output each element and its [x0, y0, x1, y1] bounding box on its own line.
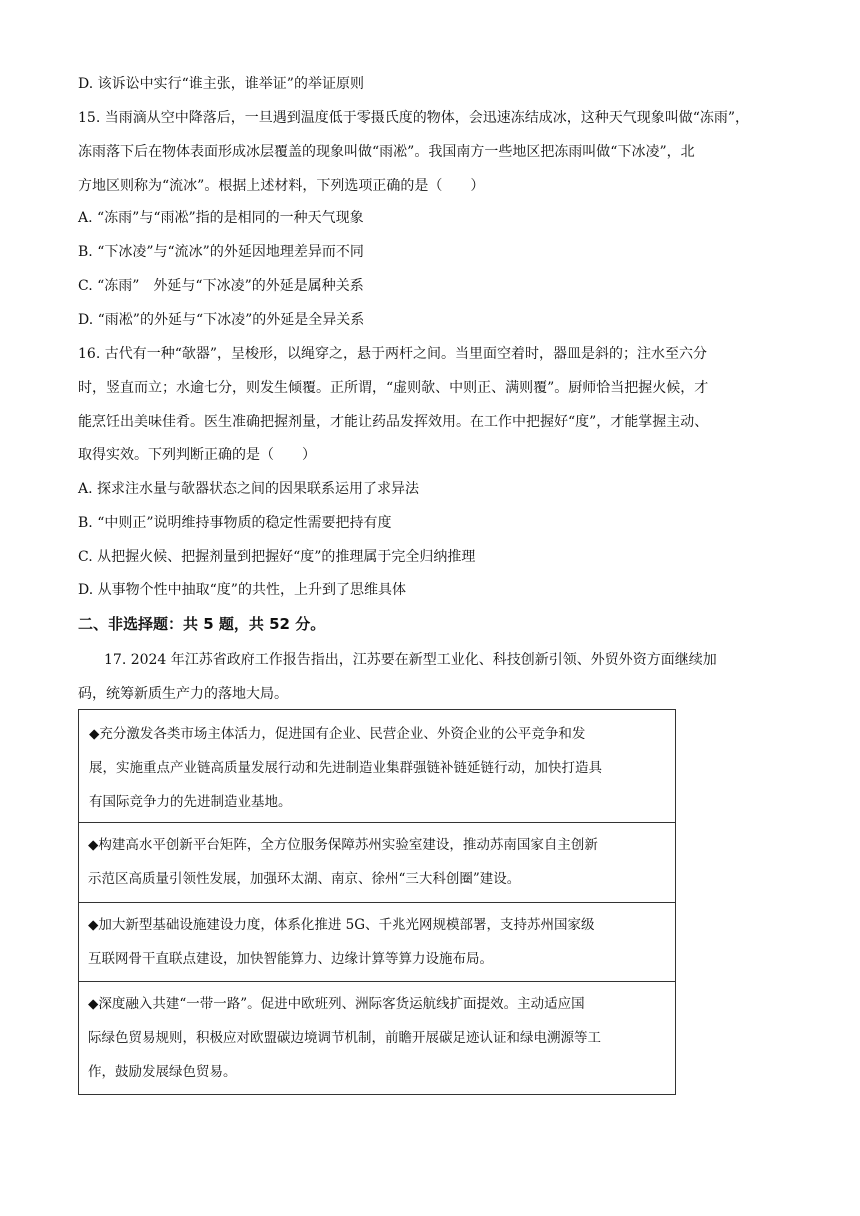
material-block-3-line-2: 互联网骨干直联点建设，加快智能算力、边缘计算等算力设施布局。: [88, 951, 493, 967]
q16-option-c: C. 从把握火候、把握剂量到把握好“度”的推理属于完全归纳推理: [78, 549, 476, 565]
q15-option-b: B. “下冰凌”与“流冰”的外延因地理差异而不同: [78, 244, 364, 260]
material-block-1-line-3: 有国际竞争力的先进制造业基地。: [89, 794, 292, 810]
q17-stem-line-2: 码，统筹新质生产力的落地大局。: [78, 686, 288, 702]
q14-option-d: D. 该诉讼中实行“谁主张，谁举证”的举证原则: [78, 76, 364, 92]
material-block-2-line-2: 示范区高质量引领性发展，加强环太湖、南京、徐州“三大科创圈”建设。: [88, 871, 521, 887]
material-block-1-line-2: 展，实施重点产业链高质量发展行动和先进制造业集群强链补链延链行动，加快打造具: [89, 760, 602, 776]
q17-stem-line-1: 17. 2024 年江苏省政府工作报告指出，江苏要在新型工业化、科技创新引领、外贸外资方面继续加: [104, 652, 717, 668]
material-divider-2: [78, 902, 676, 903]
q16-option-b: B. “中则正”说明维持事物质的稳定性需要把持有度: [78, 515, 392, 531]
material-block-2-line-1: ◆构建高水平创新平台矩阵，全方位服务保障苏州实验室建设，推动苏南国家自主创新: [88, 837, 598, 853]
q16-stem-line-2: 时，竖直而立；水逾七分，则发生倾覆。正所谓，“虚则欹、中则正、满则覆”。厨师恰当把握火候，才: [78, 380, 709, 396]
material-block-4-line-1: ◆深度融入共建“一带一路”。促进中欧班列、洲际客货运航线扩面提效。主动适应国: [88, 996, 585, 1012]
q15-stem-line-3: 方地区则称为“流冰”。根据上述材料，下列选项正确的是（ ）: [78, 178, 485, 194]
material-divider-3: [78, 981, 676, 982]
section-heading: 二、非选择题：共 5 题，共 52 分。: [78, 615, 326, 633]
material-block-3-line-1: ◆加大新型基础设施建设力度，体系化推进 5G、千兆光网规模部署，支持苏州国家级: [88, 917, 595, 933]
q15-option-c: C. “冻雨” 外延与“下冰凌”的外延是属种关系: [78, 278, 364, 294]
material-block-4-line-3: 作，鼓励发展绿色贸易。: [88, 1064, 237, 1080]
q16-option-a: A. 探求注水量与欹器状态之间的因果联系运用了求异法: [78, 481, 420, 497]
material-block-1-line-1: ◆充分激发各类市场主体活力，促进国有企业、民营企业、外资企业的公平竞争和发: [89, 726, 586, 742]
q16-option-d: D. 从事物个性中抽取“度”的共性，上升到了思维具体: [78, 582, 406, 598]
q16-stem-line-1: 16. 古代有一种“欹器”，呈梭形，以绳穿之，悬于两杆之间。当里面空着时，器皿是斜的；注水至六分: [78, 346, 708, 362]
q15-stem-line-1: 15. 当雨滴从空中降落后，一旦遇到温度低于零摄氏度的物体，会迅速冻结成冰，这种天气现象叫做“冻雨”，: [78, 110, 750, 126]
q15-stem-line-2: 冻雨落下后在物体表面形成冰层覆盖的现象叫做“雨凇”。我国南方一些地区把冻雨叫做“下冰凌”，北: [78, 144, 695, 160]
material-divider-1: [78, 822, 676, 823]
q16-stem-line-3: 能烹饪出美味佳肴。医生准确把握剂量，才能让药品发挥效用。在工作中把握好“度”，才能掌握主动、: [78, 414, 709, 430]
material-block-4-line-2: 际绿色贸易规则，积极应对欧盟碳边境调节机制，前瞻开展碳足迹认证和绿电溯源等工: [88, 1030, 601, 1046]
q15-option-a: A. “冻雨”与“雨凇”指的是相同的一种天气现象: [78, 210, 364, 226]
q15-option-d: D. “雨凇”的外延与“下冰凌”的外延是全异关系: [78, 312, 365, 328]
q16-stem-line-4: 取得实效。下列判断正确的是（ ）: [78, 447, 316, 463]
